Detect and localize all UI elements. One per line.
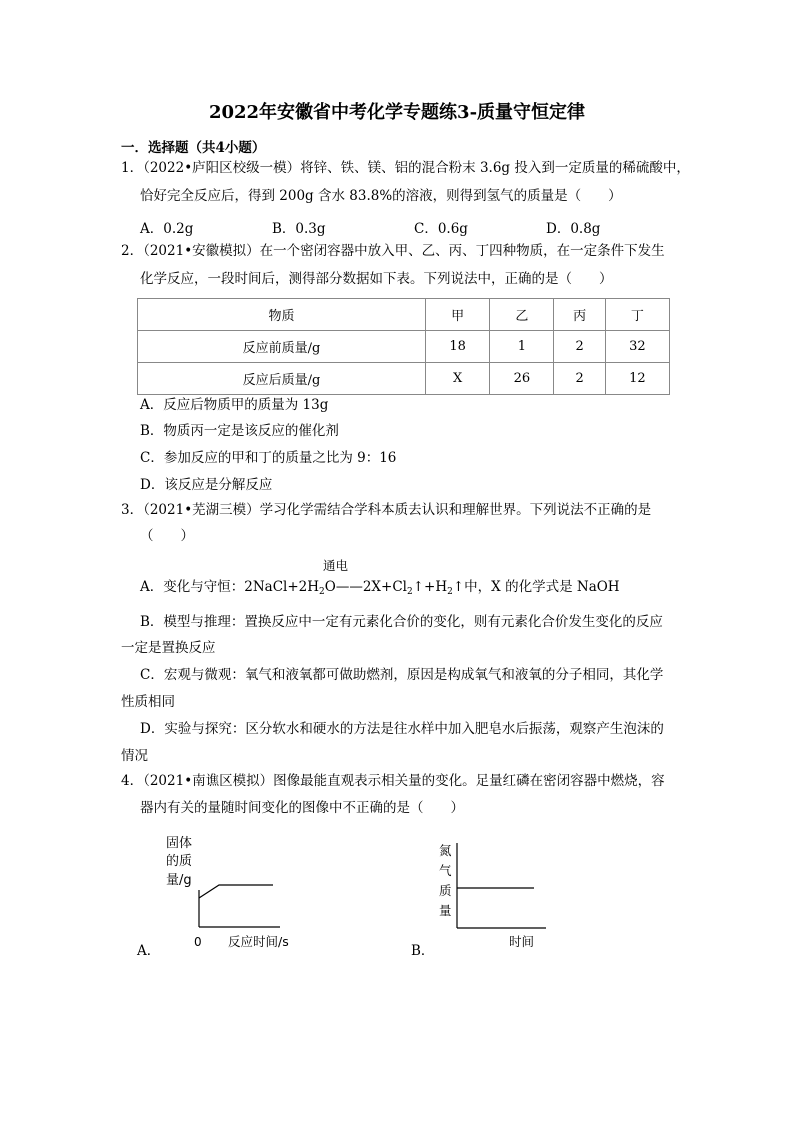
- graph-a-x-label: 反应时间/s: [228, 934, 289, 949]
- table-cell: 2: [554, 363, 605, 395]
- table-header-cell: 物质: [138, 299, 426, 331]
- graph-a-y-label: 固体: [166, 836, 193, 851]
- q3-option-d-line1: D．实验与探究：区分软水和硬水的方法是往水样中加入肥皂水后振荡，观察产生泡沫的: [140, 721, 664, 737]
- subscript: 2: [319, 587, 325, 597]
- q3-option-a: [140, 575, 620, 597]
- q2-option-b: B．物质丙一定是该反应的催化剂: [140, 423, 339, 439]
- table-header-cell: 丁: [605, 299, 669, 331]
- graph-b-x-label: 时间: [509, 934, 535, 949]
- q1-option-b: B．0.3g: [272, 221, 326, 237]
- q2-data-table: [137, 298, 670, 395]
- q1-stem-line2: 恰好完全反应后，得到 200g 含水 83.8%的溶液，则得到氢气的质量是（ ）: [140, 188, 622, 204]
- q4-stem-line1: 4．（2021•南谯区模拟）图像最能直观表示相关量的变化。足量红磷在密闭容器中燃烧，容: [121, 773, 665, 789]
- q3-option-a-text: O——2X+Cl: [324, 579, 407, 595]
- table-header-cell: 乙: [490, 299, 554, 331]
- q3-stem-line1: 3．（2021•芜湖三模）学习化学需结合学科本质去认识和理解世界。下列说法不正确的是: [121, 502, 652, 518]
- q3-option-b-line1: B．模型与推理：置换反应中一定有元素化合价的变化，则有元素化合价发生变化的反应: [140, 614, 663, 630]
- q2-option-d: D．该反应是分解反应: [140, 477, 273, 493]
- graph-b-y-label: 氮: [439, 843, 452, 858]
- q3-option-d-line2: 情况: [121, 748, 148, 764]
- q2-stem-line1: 2．（2021•安徽模拟）在一个密闭容器中放入甲、乙、丙、丁四种物质，在一定条件下发生: [121, 243, 665, 259]
- subscript: 2: [407, 587, 413, 597]
- q3-option-c-line2: 性质相同: [121, 694, 175, 710]
- q3-option-a-text: A．变化与守恒：2NaCl+2H: [140, 579, 320, 595]
- graph-a-y-label: 的质: [166, 854, 193, 869]
- table-cell: 2: [554, 331, 605, 363]
- q2-stem-line2: 化学反应，一段时间后，测得部分数据如下表。下列说法中，正确的是（ ）: [140, 271, 613, 287]
- subscript: 2: [447, 587, 453, 597]
- section-heading: 一．选择题（共4小题）: [121, 140, 266, 156]
- table-cell: X: [426, 363, 490, 395]
- graph-b-y-label: 量: [439, 903, 452, 918]
- q4-stem-line2: 器内有关的量随时间变化的图像中不正确的是（ ）: [140, 800, 464, 816]
- graph-a-y-label: 量/g: [166, 873, 192, 888]
- q1-option-c: C．0.6g: [414, 221, 468, 237]
- table-cell: 26: [490, 363, 554, 395]
- q3-option-a-text: ↑中，X 的化学式是 NaOH: [452, 579, 620, 595]
- table-row: [138, 331, 670, 363]
- q3-option-b-line2: 一定是置换反应: [121, 640, 216, 656]
- q3-option-a-text: ↑+H: [412, 579, 448, 595]
- q2-option-a: A．反应后物质甲的质量为 13g: [140, 397, 329, 413]
- q4-option-b-label: B．: [411, 943, 435, 959]
- graph-a-origin-label: 0: [194, 935, 202, 949]
- table-cell: 1: [490, 331, 554, 363]
- graph-b-y-label: 气: [439, 863, 452, 878]
- table-header-cell: 甲: [426, 299, 490, 331]
- q4-graph-b: [430, 835, 560, 955]
- q4-graph-a: [160, 830, 330, 955]
- table-cell: 反应后质量/g: [138, 363, 426, 395]
- graph-a-curve: [199, 885, 273, 898]
- q4-option-a-label: A．: [137, 943, 161, 959]
- graph-b-y-label: 质: [439, 883, 452, 898]
- q1-stem-line1: 1．（2022•庐阳区校级一模）将锌、铁、镁、铝的混合粉末 3.6g 投入到一定质量的稀硫酸中，: [121, 160, 690, 176]
- q3-option-c-line1: C．宏观与微观：氧气和液氧都可做助燃剂，原因是构成氧气和液氧的分子相同，其化学: [140, 667, 664, 683]
- table-header-cell: 丙: [554, 299, 605, 331]
- table-cell: 12: [605, 363, 669, 395]
- q2-option-c: C．参加反应的甲和丁的质量之比为 9：16: [140, 450, 397, 466]
- q1-option-a: A．0.2g: [140, 221, 194, 237]
- table-cell: 反应前质量/g: [138, 331, 426, 363]
- table-row: [138, 363, 670, 395]
- table-header-row: [138, 299, 670, 331]
- page-title: 2022年安徽省中考化学专题练3-质量守恒定律: [208, 102, 586, 123]
- table-cell: 18: [426, 331, 490, 363]
- reaction-condition: 通电: [323, 558, 349, 573]
- table-cell: 32: [605, 331, 669, 363]
- q3-stem-line2: （ ）: [140, 528, 194, 544]
- q1-option-d: D．0.8g: [546, 221, 601, 237]
